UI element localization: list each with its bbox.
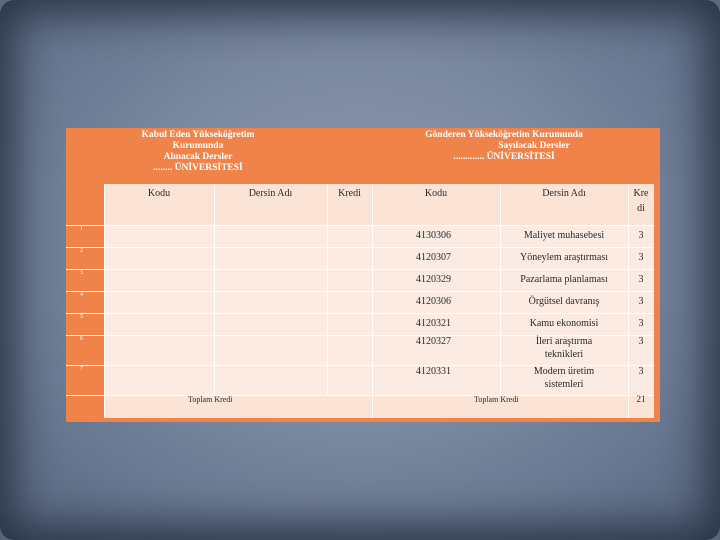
course-name: Pazarlama planlaması <box>520 274 608 285</box>
row-number: 6 <box>80 336 83 342</box>
divider <box>66 313 654 314</box>
course-name: Örgütsel davranış <box>528 296 600 307</box>
course-name-line2: sistemleri <box>544 379 584 390</box>
row-number: 3 <box>80 270 83 276</box>
course-name: Kamu ekonomisi <box>529 318 599 329</box>
col-left-code: Kodu <box>147 188 171 199</box>
course-code: 4120306 <box>416 296 451 307</box>
right-group-header <box>384 130 624 163</box>
course-code: 4120331 <box>416 366 451 377</box>
col-right-credit-line2: di <box>637 203 645 214</box>
course-credit: 3 <box>638 296 644 307</box>
col-right-code: Kodu <box>424 188 448 199</box>
right-total-label: Toplam Kredi <box>474 395 519 404</box>
divider <box>66 395 654 396</box>
course-name: Maliyet muhasebesi <box>523 230 605 241</box>
divider <box>372 184 373 418</box>
col-right-credit-line1: Kre <box>633 188 649 199</box>
left-header-line-2: Kurumunda <box>172 141 224 151</box>
right-header-line-3: ............. ÜNİVERSİTESİ <box>453 152 555 162</box>
course-name: Yöneylem araştırması <box>519 252 609 263</box>
divider <box>66 225 654 226</box>
right-strip <box>654 128 660 422</box>
right-header-line-2: Sayılacak Dersler <box>498 141 570 151</box>
course-equivalence-table <box>66 128 660 422</box>
left-header-line-1: Kabul Eden Yükseköğretim <box>141 130 255 140</box>
col-right-name: Dersin Adı <box>542 188 586 199</box>
divider <box>500 184 501 395</box>
row-number-column <box>66 128 104 422</box>
divider <box>327 184 328 395</box>
course-code: 4120329 <box>416 274 451 285</box>
row-number: 4 <box>80 292 83 298</box>
left-header-line-3: Alınacak Dersler <box>163 152 233 162</box>
course-credit: 3 <box>638 252 644 263</box>
right-header-line-1: Gönderen Yükseköğretim Kurumunda <box>425 130 583 140</box>
row-number: 7 <box>80 366 83 372</box>
divider <box>66 269 654 270</box>
course-code: 4120307 <box>416 252 451 263</box>
total-row <box>104 395 654 418</box>
course-name-line1: İleri araştırma <box>535 336 593 347</box>
course-credit: 3 <box>638 274 644 285</box>
course-code: 4130306 <box>416 230 451 241</box>
divider <box>104 184 105 418</box>
col-left-name: Dersin Adı <box>248 188 293 199</box>
course-code: 4120327 <box>416 336 451 347</box>
course-name-line1: Modern üretim <box>533 366 595 377</box>
divider <box>214 184 215 395</box>
col-left-credit: Kredi <box>338 188 361 199</box>
course-credit: 3 <box>638 366 644 377</box>
row-number: 1 <box>80 226 83 232</box>
course-credit: 3 <box>638 230 644 241</box>
right-total-value: 21 <box>636 394 646 404</box>
course-name-line2: teknikleri <box>544 349 584 360</box>
bottom-strip <box>66 418 660 422</box>
course-credit: 3 <box>638 336 644 347</box>
left-group-header <box>108 130 288 174</box>
course-code: 4120321 <box>416 318 451 329</box>
row-number: 5 <box>80 314 83 320</box>
course-credit: 3 <box>638 318 644 329</box>
row-number: 2 <box>80 248 83 254</box>
left-header-line-4: ........ ÜNİVERSİTESİ <box>153 163 243 173</box>
left-total-label: Toplam Kredi <box>188 395 233 404</box>
divider <box>66 247 654 248</box>
divider <box>66 291 654 292</box>
